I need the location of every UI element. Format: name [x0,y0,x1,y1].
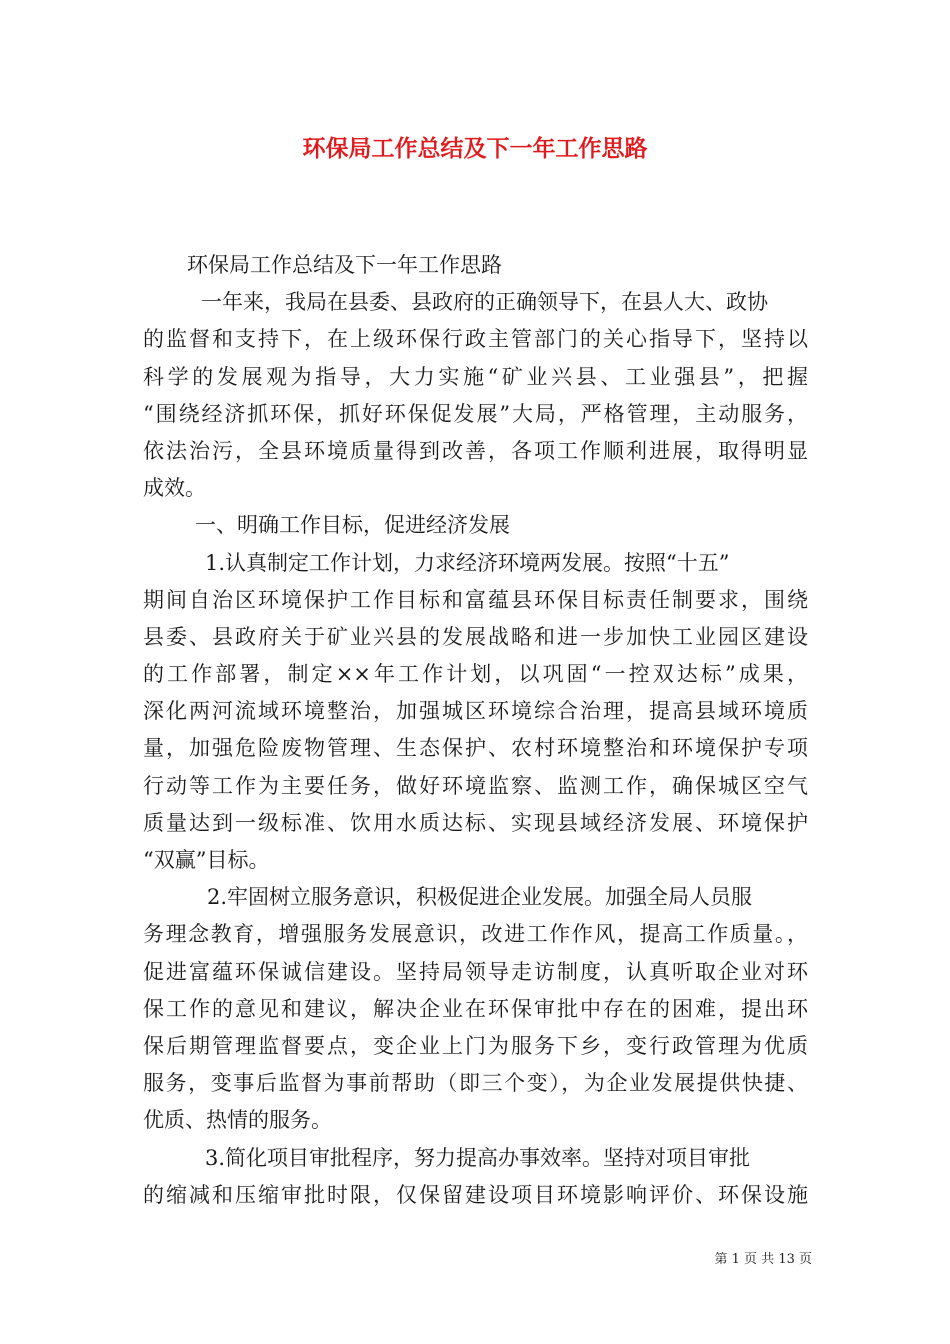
paragraph-line: 质量达到一级标准、饮用水质达标、实现县域经济发展、环境保护 [143,810,808,835]
paragraph-line: 1.认真制定工作计划，力求经济环境两发展。按照“十五” [205,550,730,575]
paragraph-line: 依法治污，全县环境质量得到改善，各项工作顺利进展，取得明显 [143,438,808,463]
paragraph-line: 成效。 [143,476,206,501]
section-heading: 一、明确工作目标，促进经济发展 [195,513,510,538]
paragraph-line: 保后期管理监督要点，变企业上门为服务下乡，变行政管理为优质 [143,1033,808,1058]
document-title: 环保局工作总结及下一年工作思路 [302,136,648,162]
paragraph-line: 3.简化项目审批程序，努力提高办事效率。坚持对项目审批 [205,1145,751,1170]
paragraph-line: 的监督和支持下，在上级环保行政主管部门的关心指导下，坚持以 [143,327,808,352]
paragraph-line: 保工作的意见和建议，解决企业在环保审批中存在的困难，提出环 [143,996,808,1021]
paragraph-line: 县委、县政府关于矿业兴县的发展战略和进一步加快工业园区建设 [143,624,808,649]
paragraph-line: 促进富蕴环保诚信建设。坚持局领导走访制度，认真听取企业对环 [143,959,808,984]
paragraph-line: 深化两河流域环境整治，加强城区环境综合治理，提高县域环境质 [143,699,808,724]
paragraph-line: “围绕经济抓环保，抓好环保促发展”大局，严格管理，主动服务， [143,401,808,426]
paragraph-line: 优质、热情的服务。 [143,1108,332,1133]
paragraph-line: 科学的发展观为指导，大力实施“矿业兴县、工业强县”，把握 [143,364,808,389]
paragraph-line: 的缩减和压缩审批时限，仅保留建设项目环境影响评价、环保设施 [143,1182,808,1207]
page-number: 第 1 页 共 13 页 [714,1252,812,1267]
paragraph-line: 一年来，我局在县委、县政府的正确领导下，在县人大、政协 [201,290,768,315]
intro-heading: 环保局工作总结及下一年工作思路 [187,253,502,277]
paragraph-line: “双赢”目标。 [143,848,270,872]
document-body [143,247,808,1214]
paragraph-line: 期间自治区环境保护工作目标和富蕴县环保目标责任制要求，围绕 [143,587,808,612]
paragraph-line: 服务，变事后监督为事前帮助（即三个变），为企业发展提供快捷、 [143,1071,808,1096]
paragraph-line: 务理念教育，增强服务发展意识，改进工作作风，提高工作质量。， [143,922,808,947]
paragraph-line: 的工作部署，制定××年工作计划，以巩固“一控双达标”成果， [143,662,808,687]
paragraph-line: 量，加强危险废物管理、生态保护、农村环境整治和环境保护专项 [143,736,808,761]
paragraph-line: 2.牢固树立服务意识，积极促进企业发展。加强全局人员服 [207,885,753,910]
paragraph-line: 行动等工作为主要任务，做好环境监察、监测工作，确保城区空气 [143,773,808,798]
